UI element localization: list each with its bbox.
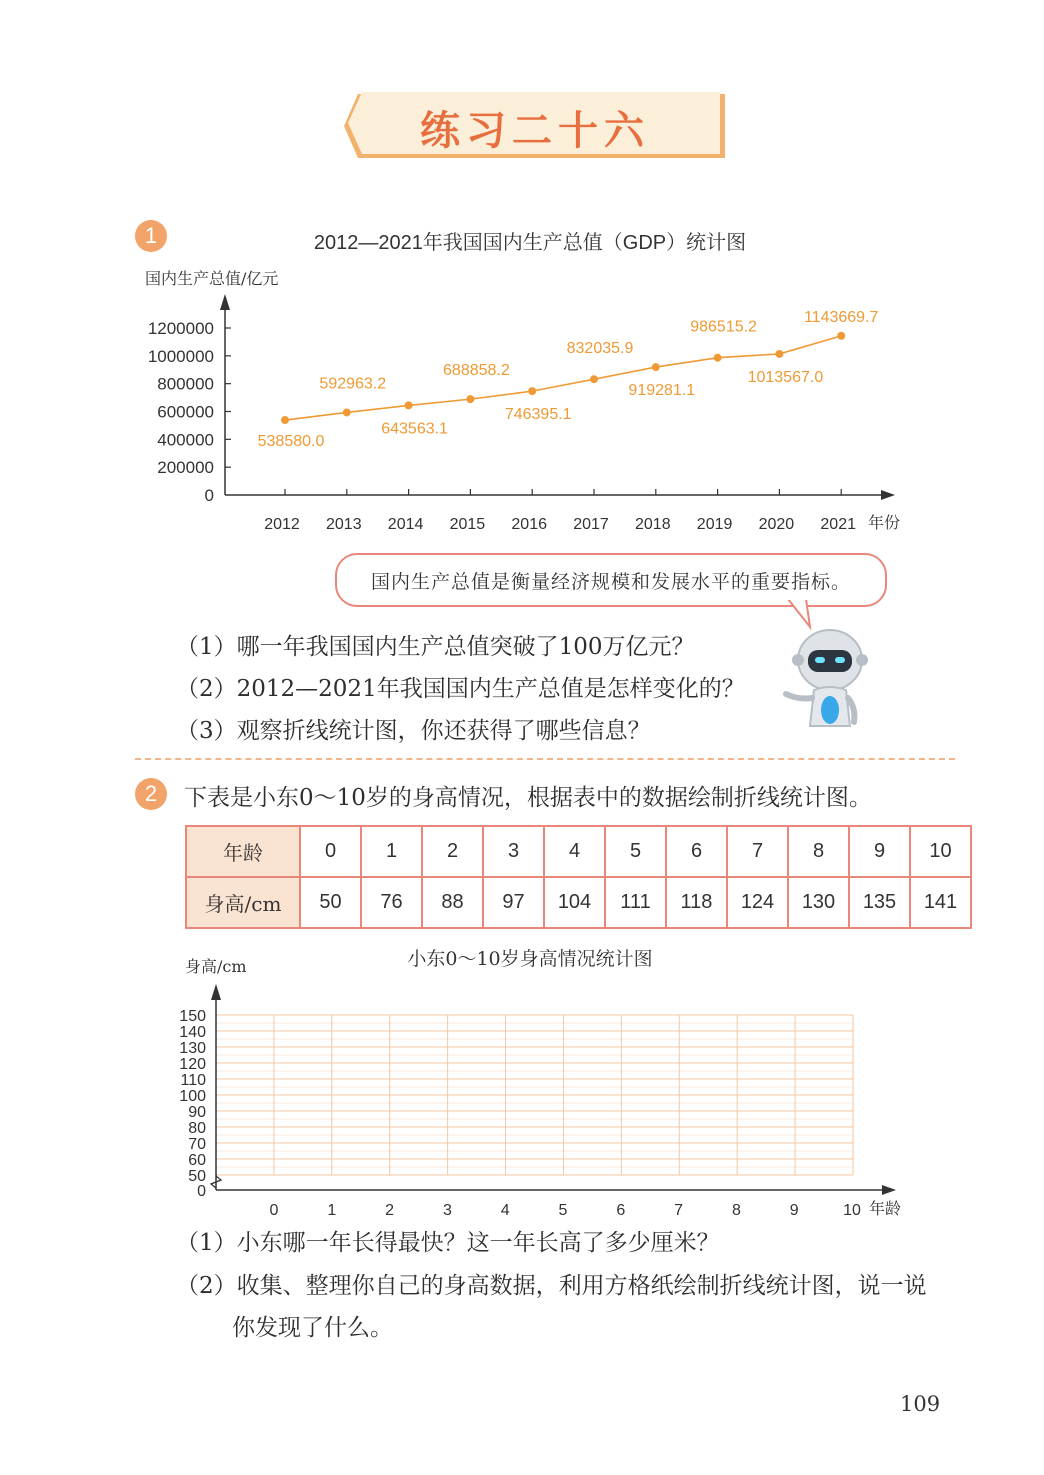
y-axis-label: 身高/cm xyxy=(185,957,247,976)
gdp-data-label: 919281.1 xyxy=(628,382,696,400)
y-tick-label: 120 xyxy=(179,1056,206,1073)
chart-title: 2012—2021年我国国内生产总值（GDP）统计图 xyxy=(313,232,747,254)
question-1-3: （3）观察折线统计图，你还获得了哪些信息？ xyxy=(176,718,651,744)
y-tick-label: 80 xyxy=(188,1120,206,1137)
table-cell: 111 xyxy=(605,877,666,928)
table-cell: 124 xyxy=(727,877,788,928)
gdp-data-point xyxy=(714,354,722,362)
table-cell: 141 xyxy=(910,877,971,928)
y-tick-label: 70 xyxy=(188,1136,206,1153)
gdp-data-label: 1143669.7 xyxy=(803,308,879,326)
table-cell: 88 xyxy=(422,877,483,928)
table-cell: 1 xyxy=(361,826,422,877)
gdp-data-label: 538580.0 xyxy=(257,433,325,451)
x-tick-label: 2 xyxy=(385,1202,395,1219)
table-cell: 0 xyxy=(300,826,361,877)
question-number-badge: 1 xyxy=(135,220,167,252)
x-tick-label: 6 xyxy=(616,1202,626,1219)
x-tick-label: 7 xyxy=(674,1202,684,1219)
gdp-data-label: 986515.2 xyxy=(690,318,757,336)
question-2-intro: 下表是小东0～10岁的身高情况，根据表中的数据绘制折线统计图。 xyxy=(184,785,872,811)
y-tick-label: 110 xyxy=(180,1072,206,1089)
y-tick-label: 50 xyxy=(188,1168,206,1185)
table-cell: 104 xyxy=(544,877,605,928)
section-divider xyxy=(135,758,955,760)
x-tick-label: 2017 xyxy=(573,516,609,533)
table-cell: 2 xyxy=(422,826,483,877)
table-cell: 97 xyxy=(483,877,544,928)
gdp-data-point xyxy=(528,387,536,395)
table-cell: 10 xyxy=(910,826,971,877)
x-axis-arrow xyxy=(882,1185,896,1195)
x-tick-label: 0 xyxy=(269,1202,279,1219)
gdp-data-label: 643563.1 xyxy=(381,420,448,438)
gdp-data-label: 592963.2 xyxy=(319,375,387,393)
question-2-2: （2）收集、整理你自己的身高数据，利用方格纸绘制折线统计图，说一说 xyxy=(176,1273,927,1299)
y-tick-label: 1000000 xyxy=(147,346,214,366)
table-cell: 4 xyxy=(544,826,605,877)
table-cell: 7 xyxy=(727,826,788,877)
y-axis-label: 国内生产总值/亿元 xyxy=(145,269,279,288)
gdp-data-label: 1013567.0 xyxy=(747,368,824,386)
x-tick-label: 2019 xyxy=(696,516,733,533)
table-cell: 8 xyxy=(788,826,849,877)
x-axis-label: 年龄 xyxy=(869,1199,902,1218)
x-tick-label: 4 xyxy=(500,1202,510,1219)
table-cell: 9 xyxy=(849,826,910,877)
gdp-data-label: 746395.1 xyxy=(504,406,572,424)
x-tick-label: 2016 xyxy=(511,516,547,533)
table-cell: 135 xyxy=(849,877,910,928)
table-cell: 76 xyxy=(361,877,422,928)
x-tick-label: 2020 xyxy=(758,516,795,533)
y-tick-label: 90 xyxy=(188,1104,206,1121)
x-tick-label: 2013 xyxy=(326,516,362,533)
gdp-data-point xyxy=(590,375,598,383)
gdp-data-point xyxy=(775,350,783,358)
page-number: 109 xyxy=(900,1392,941,1416)
gdp-line-chart xyxy=(0,0,1044,560)
x-tick-label: 2014 xyxy=(387,516,424,533)
gdp-data-point xyxy=(405,401,413,409)
gdp-data-label: 832035.9 xyxy=(566,340,634,358)
table-cell: 5 xyxy=(605,826,666,877)
page-title: 练习二十六 xyxy=(420,106,650,154)
table-cell: 118 xyxy=(666,877,727,928)
table-cell: 130 xyxy=(788,877,849,928)
x-tick-label: 2012 xyxy=(264,516,300,533)
table-cell: 50 xyxy=(300,877,361,928)
y-axis-arrow xyxy=(220,294,230,310)
question-1-1: （1）哪一年我国国内生产总值突破了100万亿元？ xyxy=(176,634,695,660)
y-tick-label: 60 xyxy=(188,1152,206,1169)
y-tick-label: 400000 xyxy=(157,430,214,450)
table-row-header: 年龄 xyxy=(186,826,300,877)
gdp-data-point xyxy=(281,416,289,424)
y-tick-label: 100 xyxy=(179,1088,206,1105)
height-grid-chart xyxy=(0,940,1044,1230)
speech-text: 国内生产总值是衡量经济规模和发展水平的重要指标。 xyxy=(370,570,851,593)
question-1-2: （2）2012—2021年我国国内生产总值是怎样变化的？ xyxy=(176,676,745,702)
question-2-2-cont: 你发现了什么。 xyxy=(232,1315,393,1341)
x-tick-label: 8 xyxy=(731,1202,741,1219)
table-row xyxy=(186,826,971,877)
gdp-data-point xyxy=(837,332,845,340)
y-tick-label: 1200000 xyxy=(147,319,214,338)
y-tick-label: 150 xyxy=(179,1008,206,1025)
gdp-data-point xyxy=(343,408,351,416)
table-cell: 6 xyxy=(666,826,727,877)
table-row-header: 身高/cm xyxy=(186,877,300,928)
y-tick-label: 0 xyxy=(204,486,214,505)
x-tick-label: 2018 xyxy=(635,516,671,533)
y-tick-label: 140 xyxy=(179,1024,206,1041)
y-axis-arrow xyxy=(211,984,221,1000)
gdp-data-point xyxy=(466,395,474,403)
question-number-badge: 2 xyxy=(135,778,167,810)
x-tick-label: 3 xyxy=(442,1202,452,1219)
table-cell: 3 xyxy=(483,826,544,877)
x-tick-label: 1 xyxy=(327,1202,337,1219)
x-tick-label: 9 xyxy=(789,1202,799,1219)
y-tick-label: 600000 xyxy=(157,402,214,422)
gdp-data-label: 688858.2 xyxy=(443,362,510,380)
y-tick-label: 800000 xyxy=(157,374,214,394)
x-tick-label: 2021 xyxy=(820,516,856,533)
x-tick-label: 5 xyxy=(558,1202,568,1219)
x-axis-label: 年份 xyxy=(868,513,901,532)
y-tick-label: 130 xyxy=(179,1040,206,1057)
chart-title: 小东0～10岁身高情况统计图 xyxy=(407,948,653,970)
y-tick-label: 200000 xyxy=(157,458,214,478)
y-tick-label: 0 xyxy=(197,1183,206,1200)
x-axis-arrow xyxy=(881,490,895,500)
height-data-table xyxy=(185,825,972,929)
x-tick-label: 10 xyxy=(843,1202,861,1219)
question-2-1: （1）小东哪一年长得最快？这一年长高了多少厘米？ xyxy=(176,1230,720,1256)
table-row xyxy=(186,877,971,928)
gdp-data-point xyxy=(652,363,660,371)
x-tick-label: 2015 xyxy=(449,516,486,533)
robot-mascot-icon xyxy=(780,622,880,727)
